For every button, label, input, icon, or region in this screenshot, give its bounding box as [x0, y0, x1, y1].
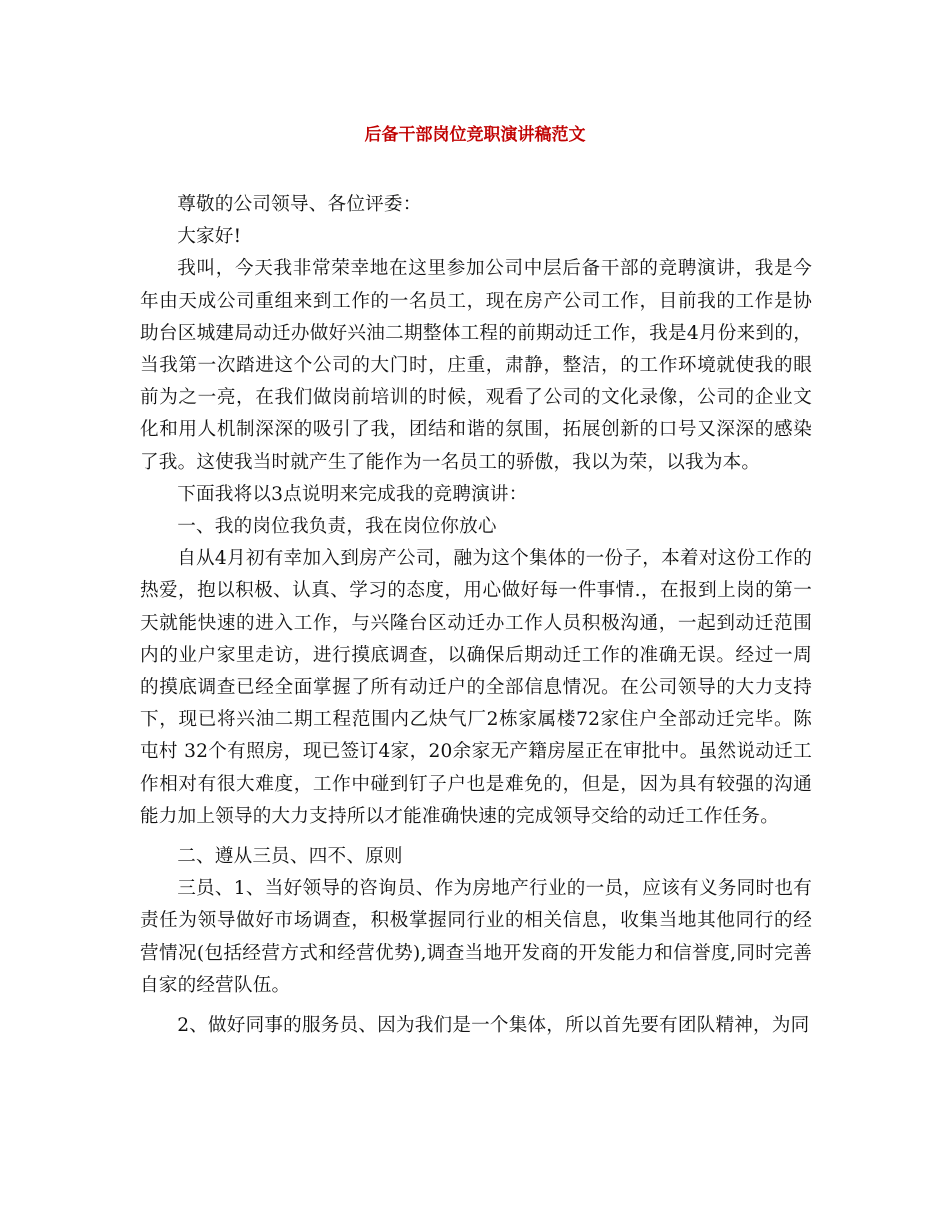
section-heading-1: 一、我的岗位我负责，我在岗位你放心: [177, 516, 497, 538]
paragraph-outline: 下面我将以3点说明来完成我的竞聘演讲：: [177, 483, 528, 505]
greeting: 大家好!: [177, 226, 242, 248]
paragraph-section-2-item-1: 三员、1、当好领导的咨询员、作为房地产行业的一员，应该有义务同时也有责任为领导做好市场调查，积极掌握同行业的相关信息，收集当地其他同行的经营情况(包括经营方式和经营优势),调查当地开发商的开发能力和信誉度,同时完善自家的经营队伍。: [140, 878, 812, 996]
document-title: 后备干部岗位竞职演讲稿范文: [364, 125, 586, 145]
document-body: [140, 189, 812, 1042]
paragraph-section-1: 自从4月初有幸加入到房产公司，融为这个集体的一份子，本着对这份工作的热爱，抱以积极、认真、学习的态度，用心做好每一件事情.，在报到上岗的第一天就能快速的进入工作，与兴隆台区动迁办工作人员积极沟通，一起到动迁范围内的业户家里走访，进行摸底调查，以确保后期动迁工作的准确无误。经过一周的摸底调查已经全面掌握了所有动迁户的全部信息情况。在公司领导的大力支持下，现已将兴油二期工程范围内乙炔气厂2栋家属楼72家住户全部动迁完毕。陈屯村 32个有照房，现已签订4家，20余家无产籍房屋正在审批中。虽然说动迁工作相对有很大难度，工作中碰到钉子户也是难免的，但是，因为具有较强的沟通能力加上领导的大力支持所以才能准确快速的完成领导交给的动迁工作任务。: [140, 548, 812, 827]
salutation: 尊敬的公司领导、各位评委：: [177, 194, 422, 215]
paragraph-intro: 我叫，今天我非常荣幸地在这里参加公司中层后备干部的竞聘演讲，我是今年由天成公司重组来到工作的一名员工，现在房产公司工作，目前我的工作是协助台区城建局动迁办做好兴油二期整体工程的前期动迁工作，我是4月份来到的，当我第一次踏进这个公司的大门时，庄重，肃静，整洁，的工作环境就使我的眼前为之一亮，在我们做岗前培训的时候，观看了公司的文化录像，公司的企业文化和用人机制深深的吸引了我，团结和谐的氛围，拓展创新的口号又深深的感染了我。这使我当时就产生了能作为一名员工的骄傲，我以为荣，以我为本。: [140, 258, 812, 473]
section-heading-2: 二、遵从三员、四不、原则: [177, 846, 403, 868]
paragraph-section-2-item-2: 2、做好同事的服务员、因为我们是一个集体，所以首先要有团队精神，为同: [177, 1015, 810, 1037]
